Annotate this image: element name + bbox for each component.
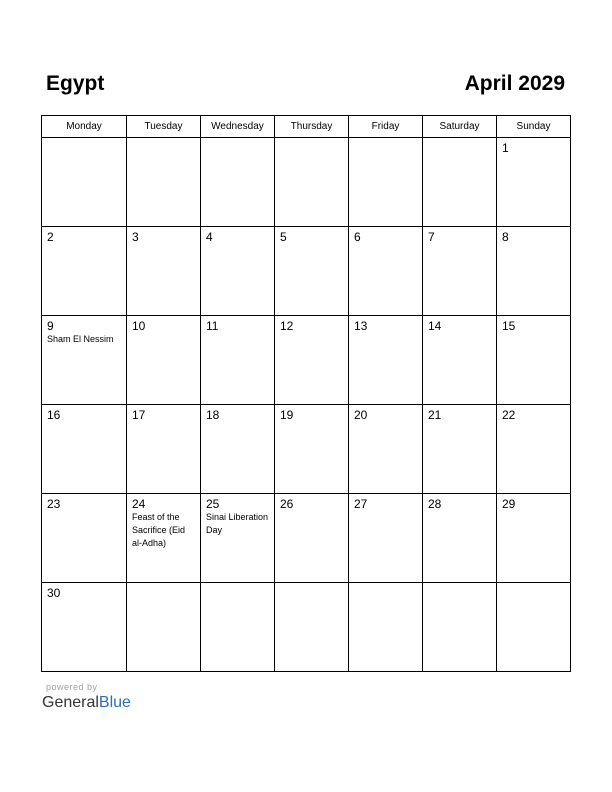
day-number: 3 <box>132 230 139 244</box>
day-cell <box>349 405 423 494</box>
day-cell <box>349 583 423 672</box>
day-number: 26 <box>280 497 294 511</box>
day-cell <box>42 494 127 583</box>
day-cell <box>423 227 497 316</box>
day-cell <box>349 227 423 316</box>
day-cell <box>201 405 275 494</box>
day-number: 16 <box>47 408 61 422</box>
day-cell <box>497 405 571 494</box>
week-row <box>42 583 571 672</box>
week-row <box>42 405 571 494</box>
day-cell <box>275 405 349 494</box>
day-cell <box>42 138 127 227</box>
day-number: 28 <box>428 497 442 511</box>
holiday-label: Feast of the Sacrifice (Eid al-Adha) <box>132 512 186 548</box>
day-cell <box>201 316 275 405</box>
brand-general-text: General <box>42 694 99 711</box>
day-cell <box>201 138 275 227</box>
day-cell <box>497 316 571 405</box>
day-cell <box>349 494 423 583</box>
day-cell <box>127 316 201 405</box>
country-title: Egypt <box>46 72 105 95</box>
day-number: 11 <box>206 319 219 333</box>
day-cell <box>497 138 571 227</box>
day-number: 5 <box>280 230 287 244</box>
day-cell <box>497 583 571 672</box>
day-number: 9 <box>47 319 54 333</box>
day-cell <box>349 138 423 227</box>
day-cell <box>275 138 349 227</box>
week-row <box>42 494 571 583</box>
day-number: 19 <box>280 408 294 422</box>
powered-by-label: powered by <box>46 682 98 692</box>
day-cell <box>423 583 497 672</box>
day-cell <box>127 583 201 672</box>
month-title: April 2029 <box>464 72 565 95</box>
calendar-grid <box>41 115 571 672</box>
day-number: 2 <box>47 230 54 244</box>
day-cell <box>127 405 201 494</box>
day-number: 4 <box>206 230 213 244</box>
day-cell <box>423 316 497 405</box>
weekday-monday: Monday <box>42 116 127 138</box>
day-number: 8 <box>502 230 509 244</box>
week-row <box>42 138 571 227</box>
day-number: 7 <box>428 230 435 244</box>
day-cell <box>275 494 349 583</box>
week-row <box>42 227 571 316</box>
day-number: 24 <box>132 497 146 511</box>
day-number: 14 <box>428 319 442 333</box>
weekday-tuesday: Tuesday <box>127 116 201 138</box>
day-number: 27 <box>354 497 368 511</box>
day-number: 17 <box>132 408 146 422</box>
brand-logo[interactable] <box>42 693 131 713</box>
weekday-wednesday: Wednesday <box>201 116 275 138</box>
weekday-thursday: Thursday <box>275 116 349 138</box>
week-row <box>42 316 571 405</box>
day-cell <box>423 494 497 583</box>
day-cell <box>275 316 349 405</box>
day-number: 25 <box>206 497 220 511</box>
day-number: 6 <box>354 230 361 244</box>
day-cell <box>201 494 275 583</box>
day-cell <box>42 405 127 494</box>
day-number: 21 <box>428 408 442 422</box>
day-number: 30 <box>47 586 61 600</box>
day-number: 20 <box>354 408 368 422</box>
day-number: 29 <box>502 497 516 511</box>
day-cell <box>201 227 275 316</box>
day-number: 12 <box>280 319 294 333</box>
weekday-sunday: Sunday <box>497 116 571 138</box>
day-cell <box>275 583 349 672</box>
weekday-header-row <box>42 116 571 138</box>
brand-blue-text: Blue <box>98 694 131 711</box>
day-cell <box>275 227 349 316</box>
day-number: 1 <box>502 141 509 155</box>
day-cell <box>201 583 275 672</box>
day-number: 13 <box>354 319 368 333</box>
day-cell <box>127 138 201 227</box>
day-number: 22 <box>502 408 516 422</box>
day-cell <box>127 494 201 583</box>
weekday-friday: Friday <box>349 116 423 138</box>
weekday-saturday: Saturday <box>423 116 497 138</box>
day-cell <box>42 316 127 405</box>
holiday-label: Sham El Nessim <box>47 334 114 344</box>
day-number: 23 <box>47 497 61 511</box>
day-cell <box>42 583 127 672</box>
day-number: 15 <box>502 319 516 333</box>
day-cell <box>349 316 423 405</box>
holiday-label: Sinai Liberation Day <box>206 512 269 535</box>
day-cell <box>497 227 571 316</box>
day-cell <box>423 138 497 227</box>
day-cell <box>42 227 127 316</box>
day-cell <box>497 494 571 583</box>
day-cell <box>423 405 497 494</box>
day-number: 10 <box>132 319 146 333</box>
day-number: 18 <box>206 408 220 422</box>
day-cell <box>127 227 201 316</box>
